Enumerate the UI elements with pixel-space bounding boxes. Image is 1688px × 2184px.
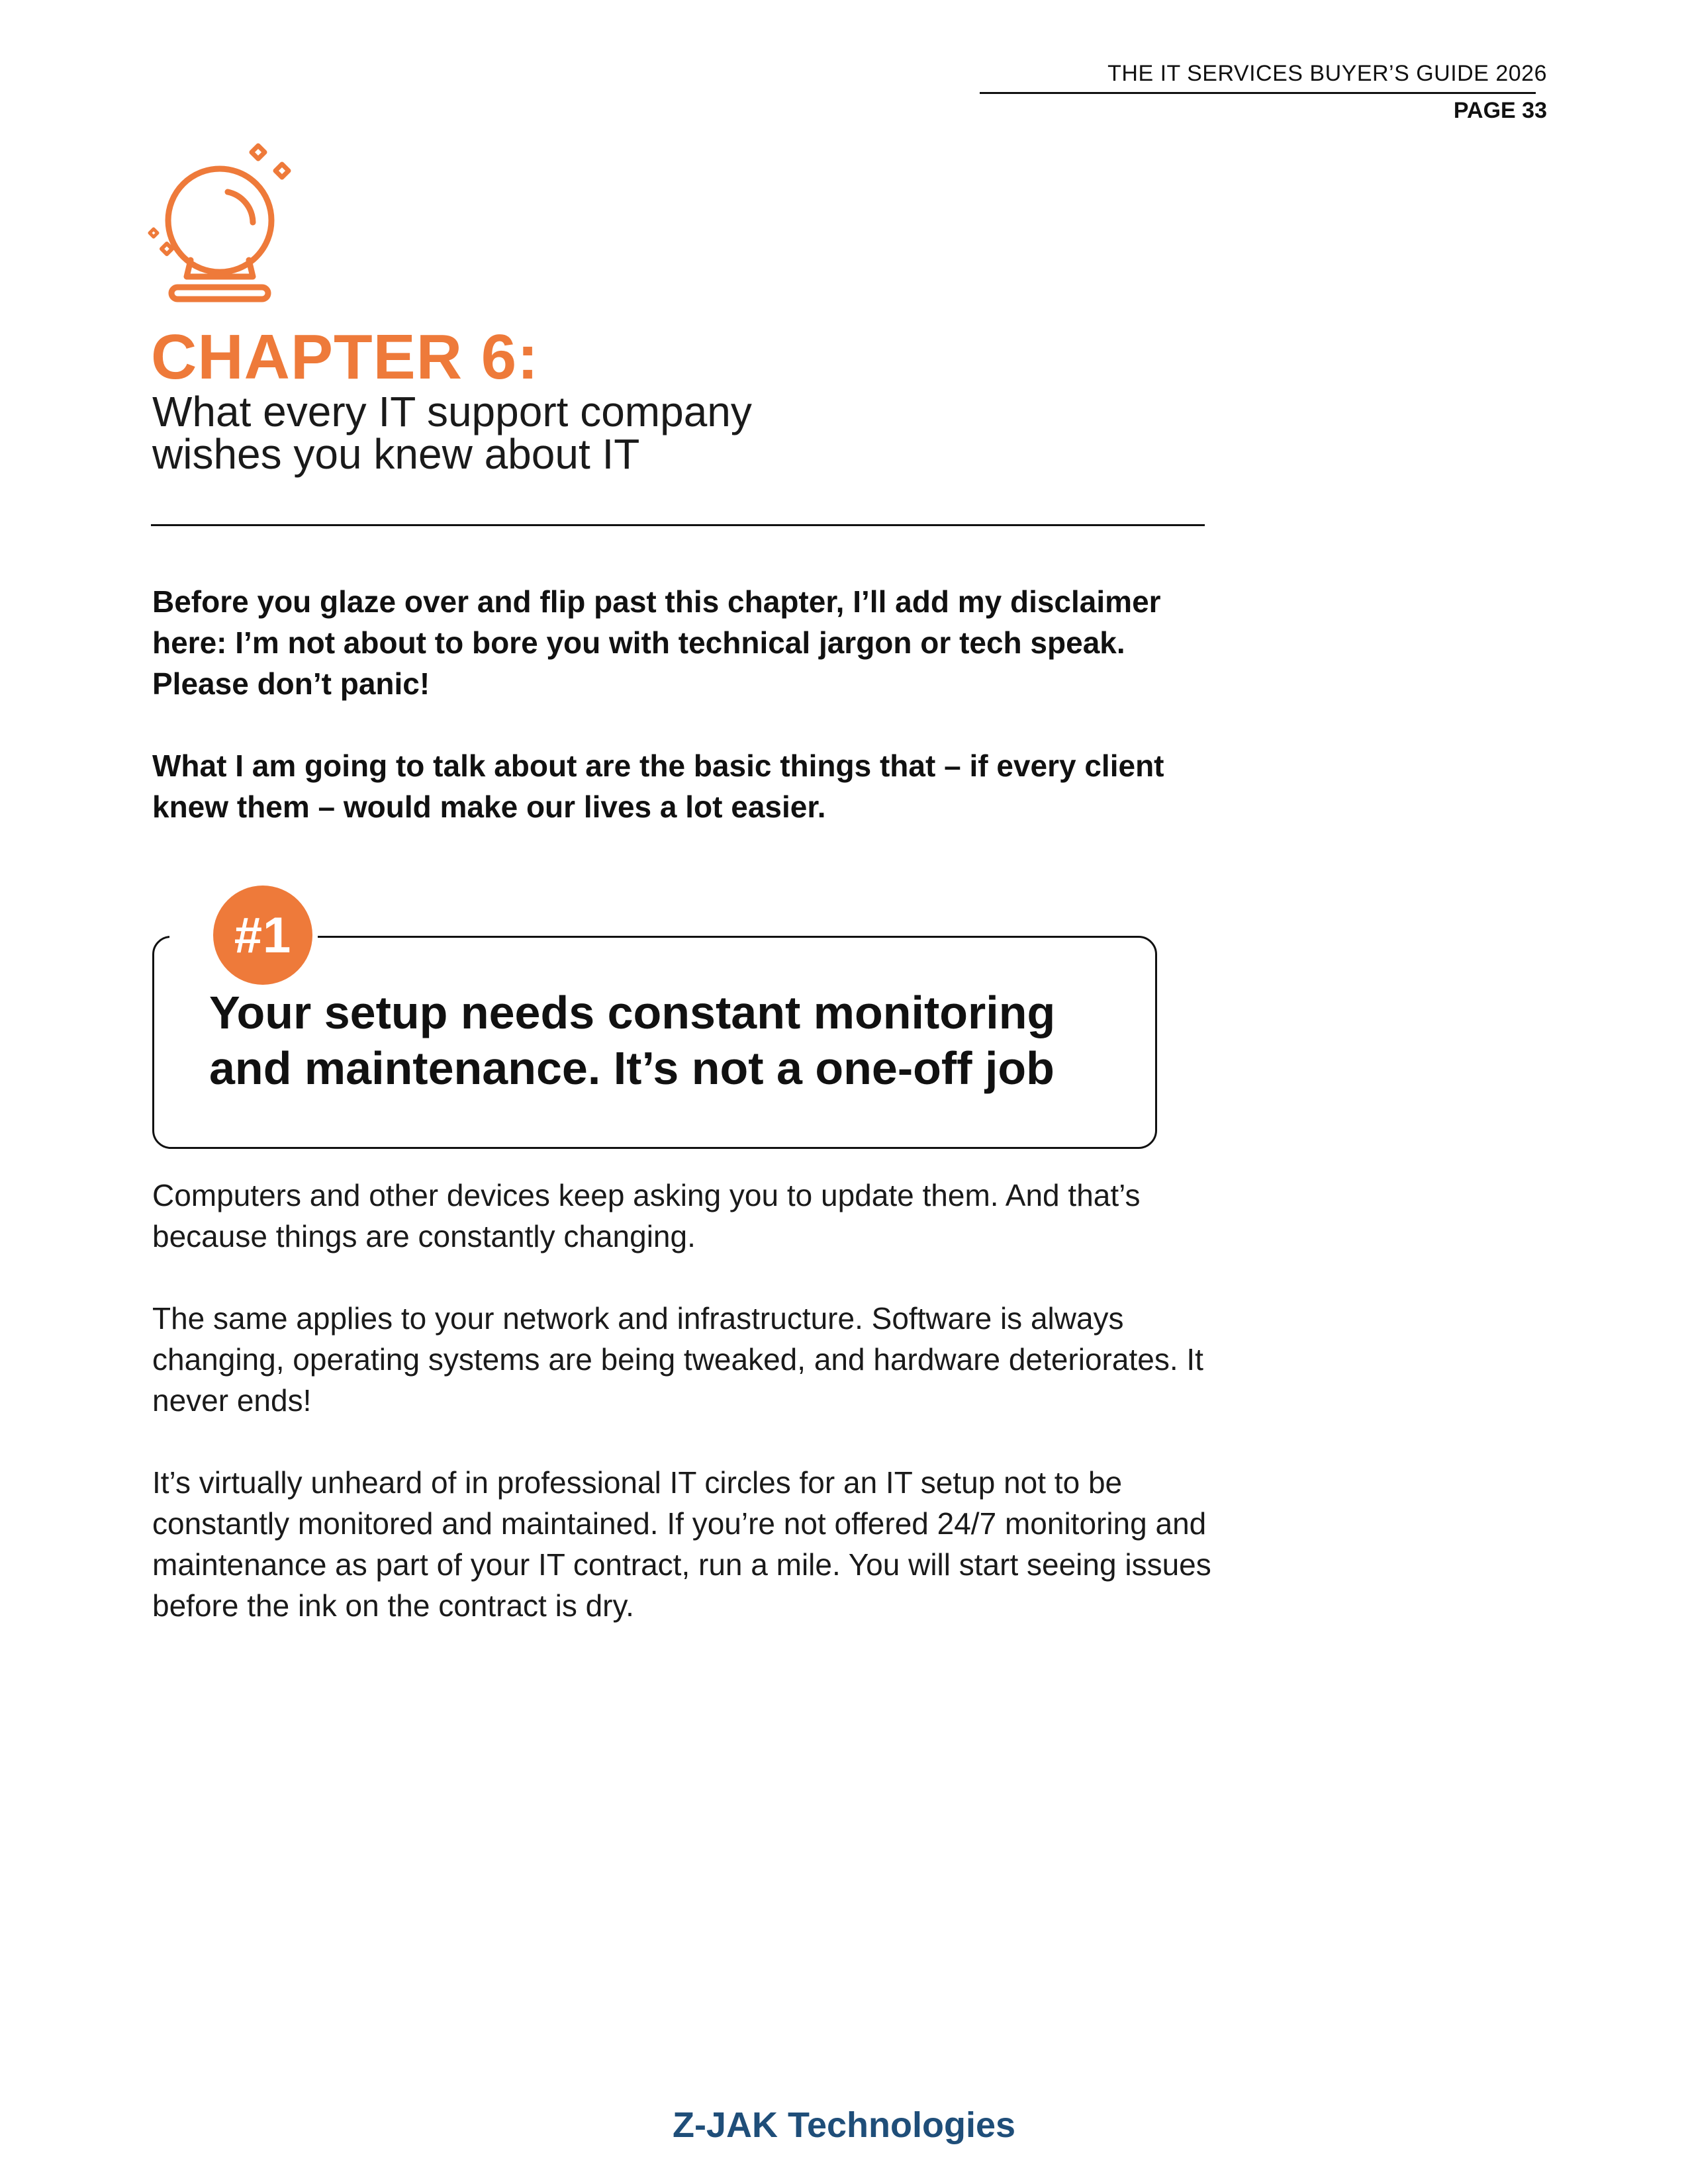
- body-paragraph: It’s virtually unheard of in professional IT circles for an IT setup not to be constantly monitored and maintained. If you’re not offered 24/7 monitoring and maintenance as part of your IT contract, run a mile. You will start seeing issues before the ink on the contract is dry.: [152, 1465, 1211, 1623]
- body-paragraph: Computers and other devices keep asking you to update them. And that’s because things are constantly changing.: [152, 1178, 1141, 1253]
- callout-number-badge: #1: [213, 886, 312, 985]
- chapter-subtitle-line: What every IT support company: [152, 388, 752, 435]
- guide-title: THE IT SERVICES BUYER’S GUIDE 2026: [1107, 61, 1547, 86]
- body-text: [152, 1175, 1225, 1667]
- callout-heading-line: Your setup needs constant monitoring: [209, 987, 1056, 1038]
- footer-brand: Z-JAK Technologies: [672, 2105, 1016, 2145]
- callout-heading: [209, 985, 1149, 1096]
- crystal-ball-icon: [147, 138, 299, 303]
- section-divider: [151, 524, 1205, 526]
- body-paragraph: The same applies to your network and infrastructure. Software is always changing, operating systems are being tweaked, and hardware deteriorates. It never ends!: [152, 1301, 1203, 1418]
- intro-text: [152, 581, 1225, 868]
- callout-heading-line: and maintenance. It’s not a one-off job: [209, 1042, 1055, 1094]
- chapter-subtitle: [152, 388, 1145, 478]
- intro-paragraph: Before you glaze over and flip past this chapter, I’ll add my disclaimer here: I’m not about to bore you with technical jargon or tech speak. Please don’t panic!: [152, 584, 1161, 701]
- chapter-title: CHAPTER 6:: [151, 322, 539, 392]
- intro-paragraph: What I am going to talk about are the basic things that – if every client knew them – would make our lives a lot easier.: [152, 749, 1164, 824]
- page-number: PAGE 33: [1453, 98, 1547, 123]
- header-divider: [980, 92, 1536, 94]
- chapter-subtitle-line: wishes you knew about IT: [152, 430, 640, 478]
